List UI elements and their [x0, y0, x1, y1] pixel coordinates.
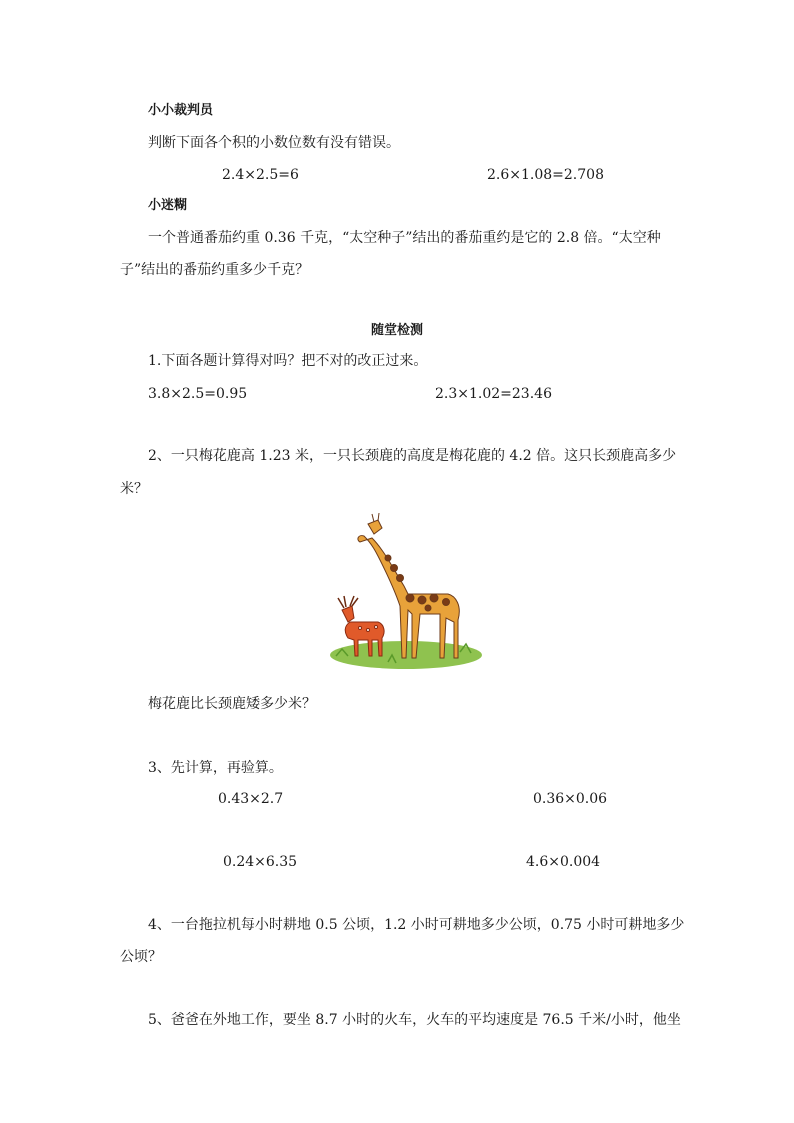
question-1-text: 1.下面各题计算得对吗？把不对的改正过来。 [148, 353, 428, 369]
question-2-line-1: 2、一只梅花鹿高 1.23 米，一只长颈鹿的高度是梅花鹿的 4.2 倍。这只长颈鹿高多少 [148, 448, 677, 464]
question-3-expression-3: 0.24×6.35 [223, 854, 298, 870]
puzzle-text-line-1: 一个普通番茄约重 0.36 千克，“太空种子”结出的番茄重约是它的 2.8 倍。“太空种 [148, 230, 661, 246]
question-1-equation-2: 2.3×1.02=23.46 [435, 386, 552, 402]
question-3-expression-1: 0.43×2.7 [218, 791, 284, 807]
question-5-line-1: 5、爸爸在外地工作，要坐 8.7 小时的火车，火车的平均速度是 76.5 千米/小时，他坐 [148, 1012, 681, 1028]
question-3-expression-4: 4.6×0.004 [526, 854, 601, 870]
section-puzzle-heading: 小迷糊 [148, 198, 188, 213]
giraffe-and-deer-illustration [328, 510, 486, 672]
quiz-title: 随堂检测 [370, 323, 423, 338]
section-judge-instruction: 判断下面各个积的小数位数有没有错误。 [148, 135, 400, 151]
question-3-text: 3、先计算，再验算。 [148, 760, 283, 776]
question-2-followup: 梅花鹿比长颈鹿矮多少米？ [148, 696, 316, 712]
question-4-line-2: 公顷？ [120, 949, 162, 965]
section-judge-heading: 小小裁判员 [148, 103, 214, 118]
question-3-expression-2: 0.36×0.06 [533, 791, 608, 807]
judge-equation-2: 2.6×1.08=2.708 [487, 167, 604, 183]
question-2-line-2: 米？ [120, 481, 148, 497]
question-1-equation-1: 3.8×2.5=0.95 [148, 386, 248, 402]
judge-equation-1: 2.4×2.5=6 [222, 167, 299, 183]
puzzle-text-line-2: 子”结出的番茄约重多少千克？ [120, 262, 310, 278]
question-4-line-1: 4、一台拖拉机每小时耕地 0.5 公顷，1.2 小时可耕地多少公顷，0.75 小时可耕地多少 [148, 917, 685, 933]
